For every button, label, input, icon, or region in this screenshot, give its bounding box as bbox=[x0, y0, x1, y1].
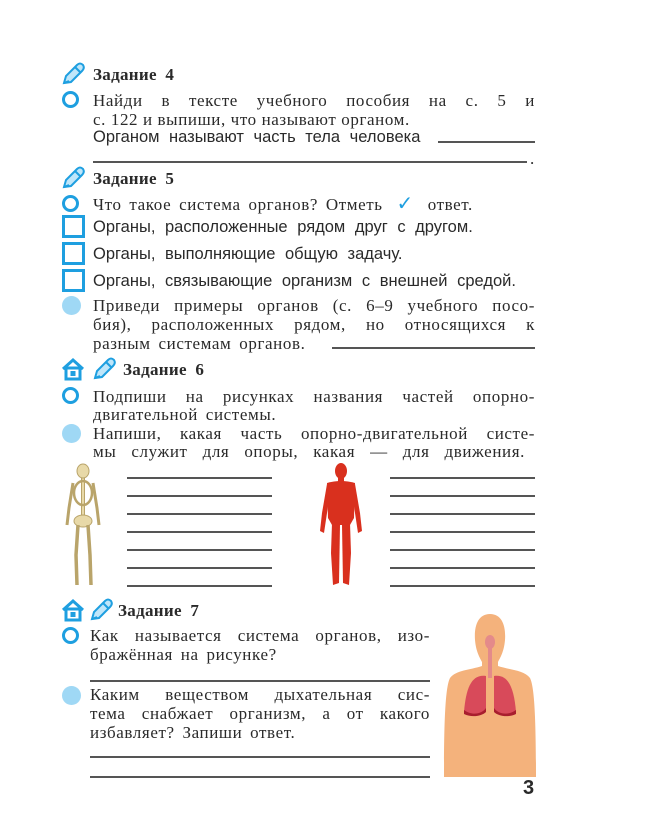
answer-line[interactable] bbox=[332, 347, 535, 349]
task-text-line: Напиши, какая часть опорно-двигательной систе- bbox=[93, 424, 535, 443]
task-text-line: Подпиши на рисунках названия частей опорно- bbox=[93, 387, 535, 406]
answer-line[interactable] bbox=[438, 141, 535, 143]
task-marker-dot bbox=[62, 424, 81, 443]
answer-prompt: Органом называют часть тела человека bbox=[93, 128, 421, 146]
question-after: ответ. bbox=[427, 195, 473, 214]
answer-line[interactable] bbox=[127, 549, 272, 551]
answer-line[interactable] bbox=[390, 585, 535, 587]
respiratory-system-image bbox=[442, 612, 538, 777]
task-marker-circle bbox=[62, 387, 79, 404]
task-heading: Задание 6 bbox=[123, 360, 205, 379]
pencil-icon bbox=[91, 356, 117, 382]
option-checkbox[interactable] bbox=[62, 269, 85, 292]
task-text-line: Приведи примеры органов (с. 6–9 учебного посо- bbox=[93, 296, 535, 315]
skeleton-image bbox=[64, 463, 102, 591]
task-text-line: Каким веществом дыхательная сис- bbox=[90, 685, 430, 704]
answer-line[interactable] bbox=[127, 531, 272, 533]
task-heading: Задание 5 bbox=[93, 169, 175, 188]
answer-line[interactable] bbox=[390, 477, 535, 479]
answer-line[interactable] bbox=[390, 495, 535, 497]
task-marker-circle bbox=[62, 91, 79, 108]
task-marker-dot bbox=[62, 296, 81, 315]
pencil-icon bbox=[60, 61, 86, 87]
answer-line[interactable] bbox=[93, 161, 527, 163]
home-icon bbox=[61, 598, 87, 624]
option-checkbox[interactable] bbox=[62, 242, 85, 265]
task-heading: Задание 7 bbox=[118, 601, 200, 620]
page-number: 3 bbox=[523, 777, 535, 799]
task-text-line: Как называется система органов, изо- bbox=[90, 626, 430, 645]
check-mark-icon: ✓ bbox=[396, 191, 414, 215]
task-text-line: двигательной системы. bbox=[93, 405, 277, 424]
answer-line[interactable] bbox=[127, 513, 272, 515]
option-label: Органы, выполняющие общую задачу. bbox=[93, 245, 403, 263]
option-checkbox[interactable] bbox=[62, 215, 85, 238]
answer-line[interactable] bbox=[90, 776, 430, 778]
pencil-icon bbox=[60, 165, 86, 191]
task-text-line: разным системам органов. bbox=[93, 334, 306, 353]
task-marker-dot bbox=[62, 686, 81, 705]
question-text bbox=[93, 191, 473, 215]
answer-line[interactable] bbox=[390, 531, 535, 533]
answer-line[interactable] bbox=[127, 585, 272, 587]
muscular-system-image bbox=[318, 463, 364, 591]
task-text-line: с. 122 и выпиши, что называют органом. bbox=[93, 110, 410, 129]
answer-line[interactable] bbox=[390, 549, 535, 551]
home-icon bbox=[61, 357, 87, 383]
task-marker-circle bbox=[62, 195, 79, 212]
answer-line[interactable] bbox=[90, 680, 430, 682]
task-text-line: бражённая на рисунке? bbox=[90, 645, 277, 664]
question-before: Что такое система органов? Отметь bbox=[93, 195, 383, 214]
answer-line[interactable] bbox=[127, 567, 272, 569]
option-label: Органы, связывающие организм с внешней средой. bbox=[93, 272, 516, 290]
task-text-line: тема снабжает организм, а от какого bbox=[90, 704, 430, 723]
option-label: Органы, расположенные рядом друг с другом. bbox=[93, 218, 473, 236]
answer-line[interactable] bbox=[390, 567, 535, 569]
answer-line[interactable] bbox=[127, 495, 272, 497]
task-text-line: мы служит для опоры, какая — для движения. bbox=[93, 442, 525, 461]
end-dot: . bbox=[530, 149, 535, 168]
task-heading: Задание 4 bbox=[93, 65, 175, 84]
task-text-line: избавляет? Запиши ответ. bbox=[90, 723, 296, 742]
task-text-line: бия), расположенных рядом, но относящихся к bbox=[93, 315, 535, 334]
task-marker-circle bbox=[62, 627, 79, 644]
answer-line[interactable] bbox=[127, 477, 272, 479]
answer-line[interactable] bbox=[390, 513, 535, 515]
task-text-line: Найди в тексте учебного пособия на с. 5 и bbox=[93, 91, 535, 110]
answer-line[interactable] bbox=[90, 756, 430, 758]
pencil-icon bbox=[88, 597, 114, 623]
